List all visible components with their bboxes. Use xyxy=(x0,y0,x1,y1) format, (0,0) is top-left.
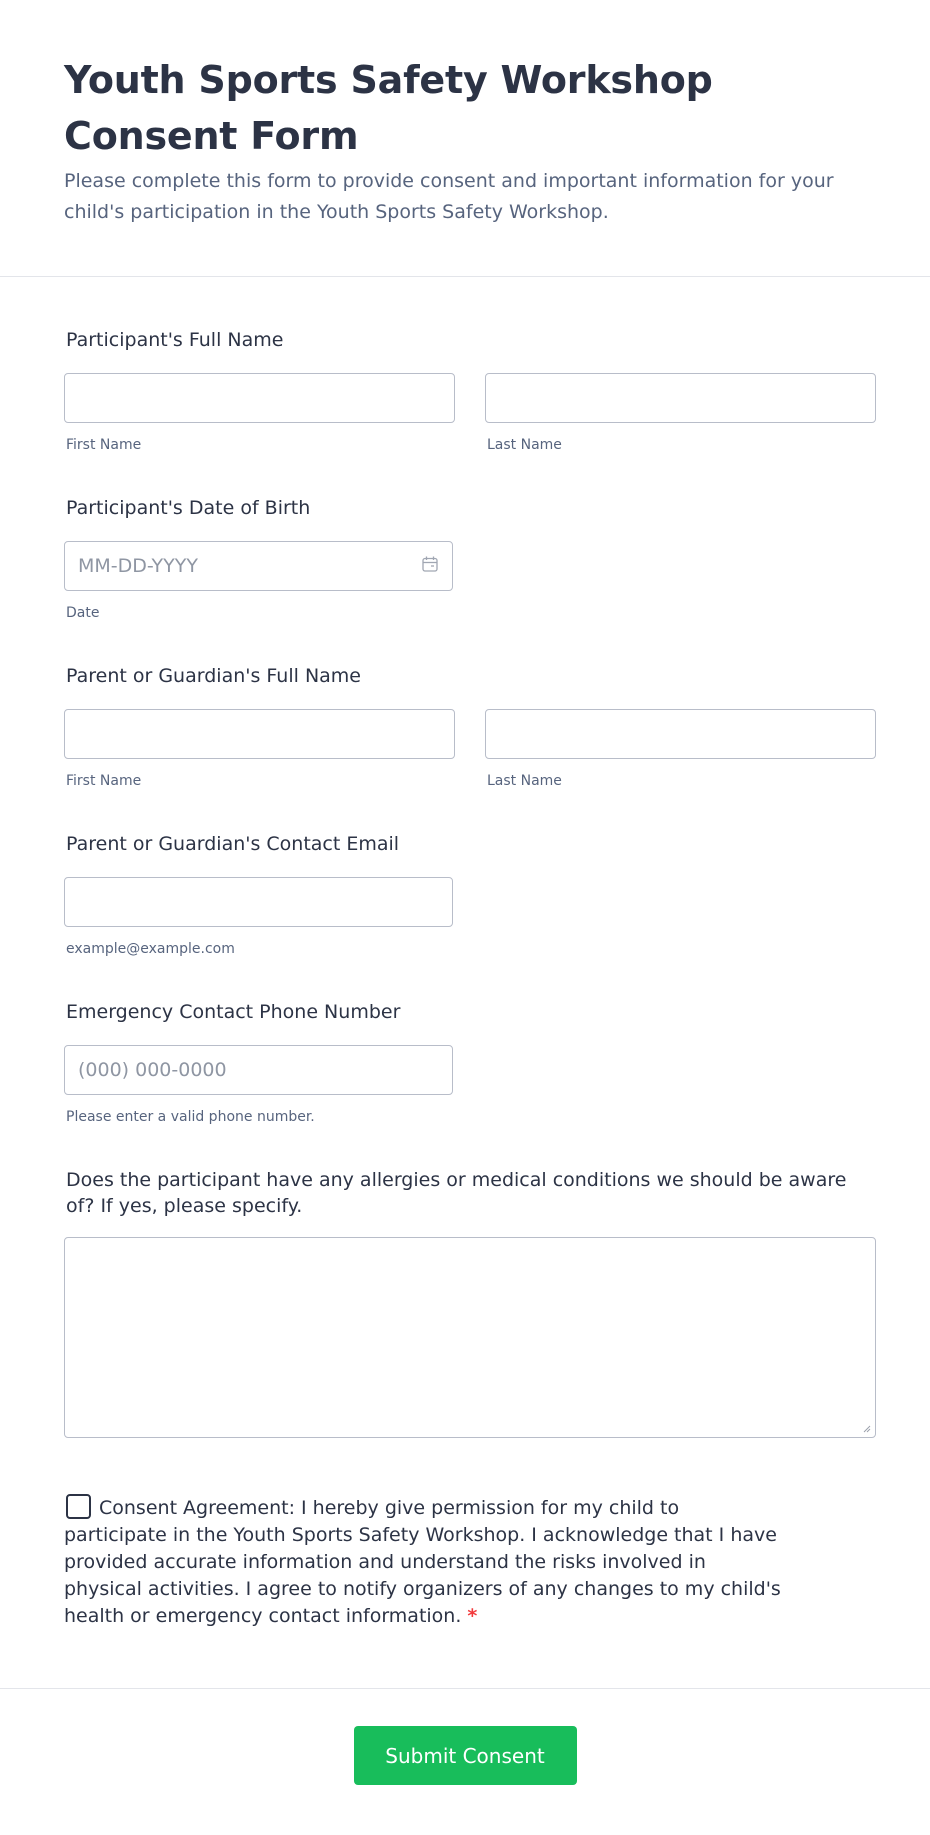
email-label: Parent or Guardian's Contact Email xyxy=(66,833,400,855)
phone-field xyxy=(64,999,876,1125)
consent-agreement xyxy=(64,1494,784,1630)
required-mark: * xyxy=(467,1605,478,1627)
email-field xyxy=(64,831,876,957)
participant-first-name-sublabel: First Name xyxy=(66,437,142,453)
dob-placeholder: MM-DD-YYYY xyxy=(78,555,198,577)
medical-label: Does the participant have any allergies or medical conditions we should be aware of? If yes, please specify. xyxy=(66,1169,847,1217)
guardian-first-name-input[interactable] xyxy=(64,709,455,759)
participant-last-name-input[interactable] xyxy=(485,373,876,423)
dob-sublabel: Date xyxy=(66,605,100,621)
form-footer xyxy=(0,1688,930,1835)
form-header xyxy=(0,0,930,277)
guardian-first-name-sublabel: First Name xyxy=(66,773,142,789)
phone-label: Emergency Contact Phone Number xyxy=(66,1001,401,1023)
medical-textarea[interactable] xyxy=(64,1237,876,1438)
phone-sublabel: Please enter a valid phone number. xyxy=(66,1109,315,1125)
dob-input[interactable] xyxy=(64,541,453,591)
form-title: Youth Sports Safety Workshop Consent Form xyxy=(64,58,713,158)
medical-field xyxy=(64,1167,876,1438)
dob-label: Participant's Date of Birth xyxy=(66,497,311,519)
participant-first-name-input[interactable] xyxy=(64,373,455,423)
email-input[interactable] xyxy=(64,877,453,927)
form-subtitle: Please complete this form to provide consent and important information for your child's participation in the Youth Sports Safety Workshop. xyxy=(64,170,834,223)
guardian-last-name-input[interactable] xyxy=(485,709,876,759)
consent-text: Consent Agreement: I hereby give permission for my child to participate in the Youth Sports Safety Workshop. I acknowledge that I have provided accurate information and understand the risks involved in physical activities. I agree to notify organizers of any changes to my child's health or emergency contact information. xyxy=(64,1497,781,1627)
dob-field xyxy=(64,495,876,621)
participant-name-field xyxy=(64,327,876,453)
consent-checkbox[interactable] xyxy=(66,1494,91,1519)
participant-last-name-sublabel: Last Name xyxy=(487,437,562,453)
phone-placeholder: (000) 000-0000 xyxy=(78,1059,227,1081)
resize-grip-icon[interactable] xyxy=(863,1425,871,1433)
guardian-name-label: Parent or Guardian's Full Name xyxy=(66,665,361,687)
participant-name-label: Participant's Full Name xyxy=(66,329,284,351)
guardian-last-name-sublabel: Last Name xyxy=(487,773,562,789)
phone-input[interactable] xyxy=(64,1045,453,1095)
calendar-icon[interactable] xyxy=(421,555,439,578)
submit-button[interactable]: Submit Consent xyxy=(354,1726,577,1785)
guardian-name-field xyxy=(64,663,876,789)
email-sublabel: example@example.com xyxy=(66,941,235,957)
